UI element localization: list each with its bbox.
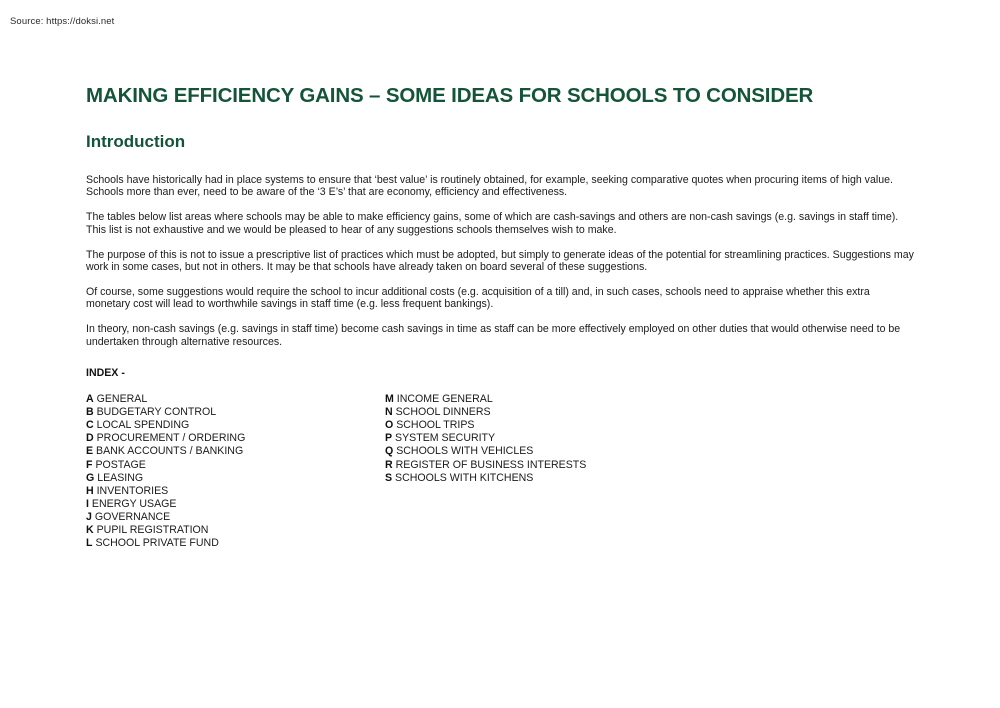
index-letter: F (86, 458, 93, 471)
index-label: SCHOOL TRIPS (396, 419, 475, 432)
index-letter: C (86, 419, 94, 432)
index-column-left (86, 393, 245, 550)
index-letter: L (86, 537, 93, 550)
list-item (86, 445, 245, 458)
index-letter: P (385, 432, 393, 445)
body-paragraph: Of course, some suggestions would require the school to incur additional costs (e.g. acquisition of a till) and, in such cases, schools need to appraise whether this extra monetary cost will lead to worthwhile savings in staff time (e.g. less frequent bankings). (86, 285, 870, 311)
list-item (86, 511, 245, 524)
index-letter: D (86, 432, 94, 445)
list-item (86, 432, 245, 445)
index-label: GENERAL (96, 393, 148, 406)
list-item (86, 485, 245, 498)
list-item (86, 524, 245, 537)
list-item (86, 459, 245, 472)
index-label: SCHOOL PRIVATE FUND (95, 537, 219, 550)
index-label: LOCAL SPENDING (96, 419, 190, 432)
index-label: SCHOOLS WITH KITCHENS (395, 471, 534, 484)
index-column-right (385, 393, 586, 485)
index-columns (86, 393, 914, 553)
index-heading: INDEX - (86, 367, 125, 380)
index-letter: M (385, 393, 394, 406)
list-item (385, 393, 586, 406)
index-letter: H (86, 484, 94, 497)
body-paragraph: The purpose of this is not to issue a prescriptive list of practices which must be adopted, but simply to generate ideas of the potential for streamlining practices. Suggestions may work in some cases, but not in others. It may be that schools have already taken on board several of these suggestions. (86, 248, 914, 274)
index-letter: E (86, 445, 94, 458)
body-paragraph: Schools have historically had in place systems to ensure that ‘best value’ is routinely obtained, for example, seeking comparative quotes when procuring items of high value. Schools more than ever, need to be aware of the ‘3 E’s’ that are economy, efficiency and effectiveness. (86, 174, 893, 199)
index-letter: Q (385, 445, 394, 458)
index-label: PUPIL REGISTRATION (96, 524, 209, 536)
index-label: BUDGETARY CONTROL (96, 406, 217, 419)
index-label: GOVERNANCE (94, 510, 171, 523)
page-title: MAKING EFFICIENCY GAINS – SOME IDEAS FOR SCHOOLS TO CONSIDER (86, 84, 814, 107)
list-item (385, 459, 586, 472)
document-content (86, 84, 914, 553)
index-letter: J (86, 510, 92, 523)
source-attribution: Source: https://doksi.net (10, 16, 115, 27)
list-item (385, 472, 586, 485)
list-item (86, 498, 245, 511)
list-item (385, 406, 586, 419)
index-label: SYSTEM SECURITY (395, 432, 496, 445)
index-label: INVENTORIES (96, 484, 169, 497)
index-letter: N (385, 406, 393, 419)
index-label: LEASING (97, 471, 144, 484)
index-label: REGISTER OF BUSINESS INTERESTS (395, 458, 587, 471)
index-label: ENERGY USAGE (91, 497, 177, 510)
list-item (86, 537, 245, 550)
list-item (86, 406, 245, 419)
index-letter: K (86, 524, 94, 536)
index-label: PROCUREMENT / ORDERING (96, 432, 246, 445)
index-label: BANK ACCOUNTS / BANKING (96, 445, 244, 458)
list-item (86, 393, 245, 406)
index-letter: B (86, 406, 94, 419)
index-letter: S (385, 471, 393, 484)
list-item (385, 432, 586, 445)
list-item (385, 445, 586, 458)
body-paragraph: In theory, non-cash savings (e.g. savings in staff time) become cash savings in time as staff can be more effectively employed on other duties that would otherwise need to be undertaken through alternative resources. (86, 323, 901, 348)
list-item (86, 472, 245, 485)
index-letter: I (86, 497, 89, 510)
index-letter: A (86, 393, 94, 406)
index-label: SCHOOL DINNERS (395, 406, 491, 419)
list-item (86, 419, 245, 432)
index-letter: R (385, 458, 393, 471)
list-item (385, 419, 586, 432)
index-label: INCOME GENERAL (396, 393, 493, 406)
index-label: SCHOOLS WITH VEHICLES (396, 445, 534, 458)
body-paragraph: The tables below list areas where schools may be able to make efficiency gains, some of which are cash-savings and others are non-cash savings (e.g. savings in staff time). This list is not exhaustive and we would be pleased to hear of any suggestions schools themselves wish to make. (86, 211, 899, 236)
index-letter: O (385, 419, 394, 432)
index-label: POSTAGE (95, 458, 146, 471)
section-heading-introduction: Introduction (86, 132, 186, 151)
index-letter: G (86, 471, 95, 484)
